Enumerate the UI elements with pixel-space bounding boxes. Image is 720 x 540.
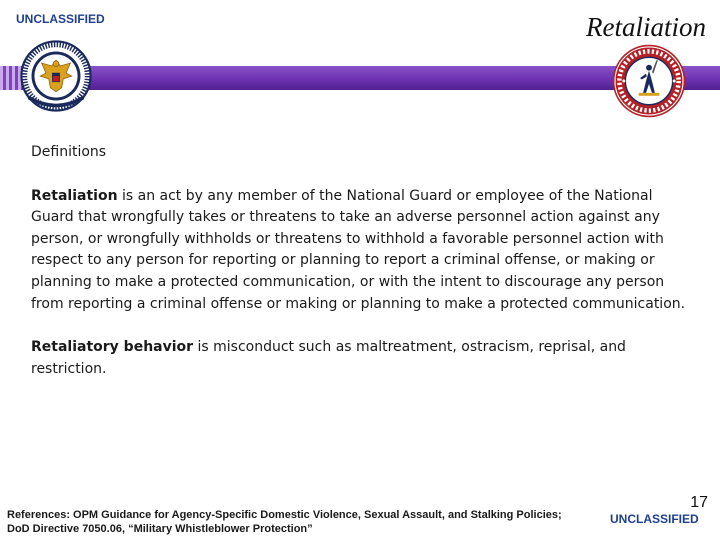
page-number: 17 bbox=[690, 494, 708, 511]
retaliatory-behavior-definition bbox=[31, 337, 691, 380]
slide-title: Retaliation bbox=[586, 12, 706, 42]
definitions-heading: Definitions bbox=[31, 144, 107, 160]
definitions-content bbox=[31, 142, 691, 402]
classification-top: UNCLASSIFIED bbox=[16, 12, 105, 26]
retaliation-definition bbox=[31, 186, 691, 316]
retaliatory-behavior-text: is misconduct such as maltreatment, ostracism, reprisal, and restriction. bbox=[31, 339, 626, 377]
retaliation-text: is an act by any member of the National Guard or employee of the National Guard that wrongfully takes or threatens to take an adverse personnel action against any person, or wrongfully withholds or threatens to withhold a favorable personnel action with respect to any person for reporting or planning to report a criminal offense, or making or planning to make a protected communication, or with the intent to discourage any person from reporting a criminal offense or making or planning to make a protected communication. bbox=[31, 187, 686, 312]
references-footnote: References: OPM Guidance for Agency-Specific Domestic Violence, Sexual Assault, and Stalking Policies; DoD Directive 7050.06, “Military Whistleblower Protection” bbox=[7, 509, 562, 535]
national-guard-seal-logo bbox=[612, 44, 686, 118]
classification-bottom: UNCLASSIFIED bbox=[610, 512, 699, 526]
retaliatory-behavior-term: Retaliatory behavior bbox=[31, 339, 194, 356]
ngb-seal-logo bbox=[20, 40, 92, 112]
retaliation-term: Retaliation bbox=[31, 187, 118, 204]
